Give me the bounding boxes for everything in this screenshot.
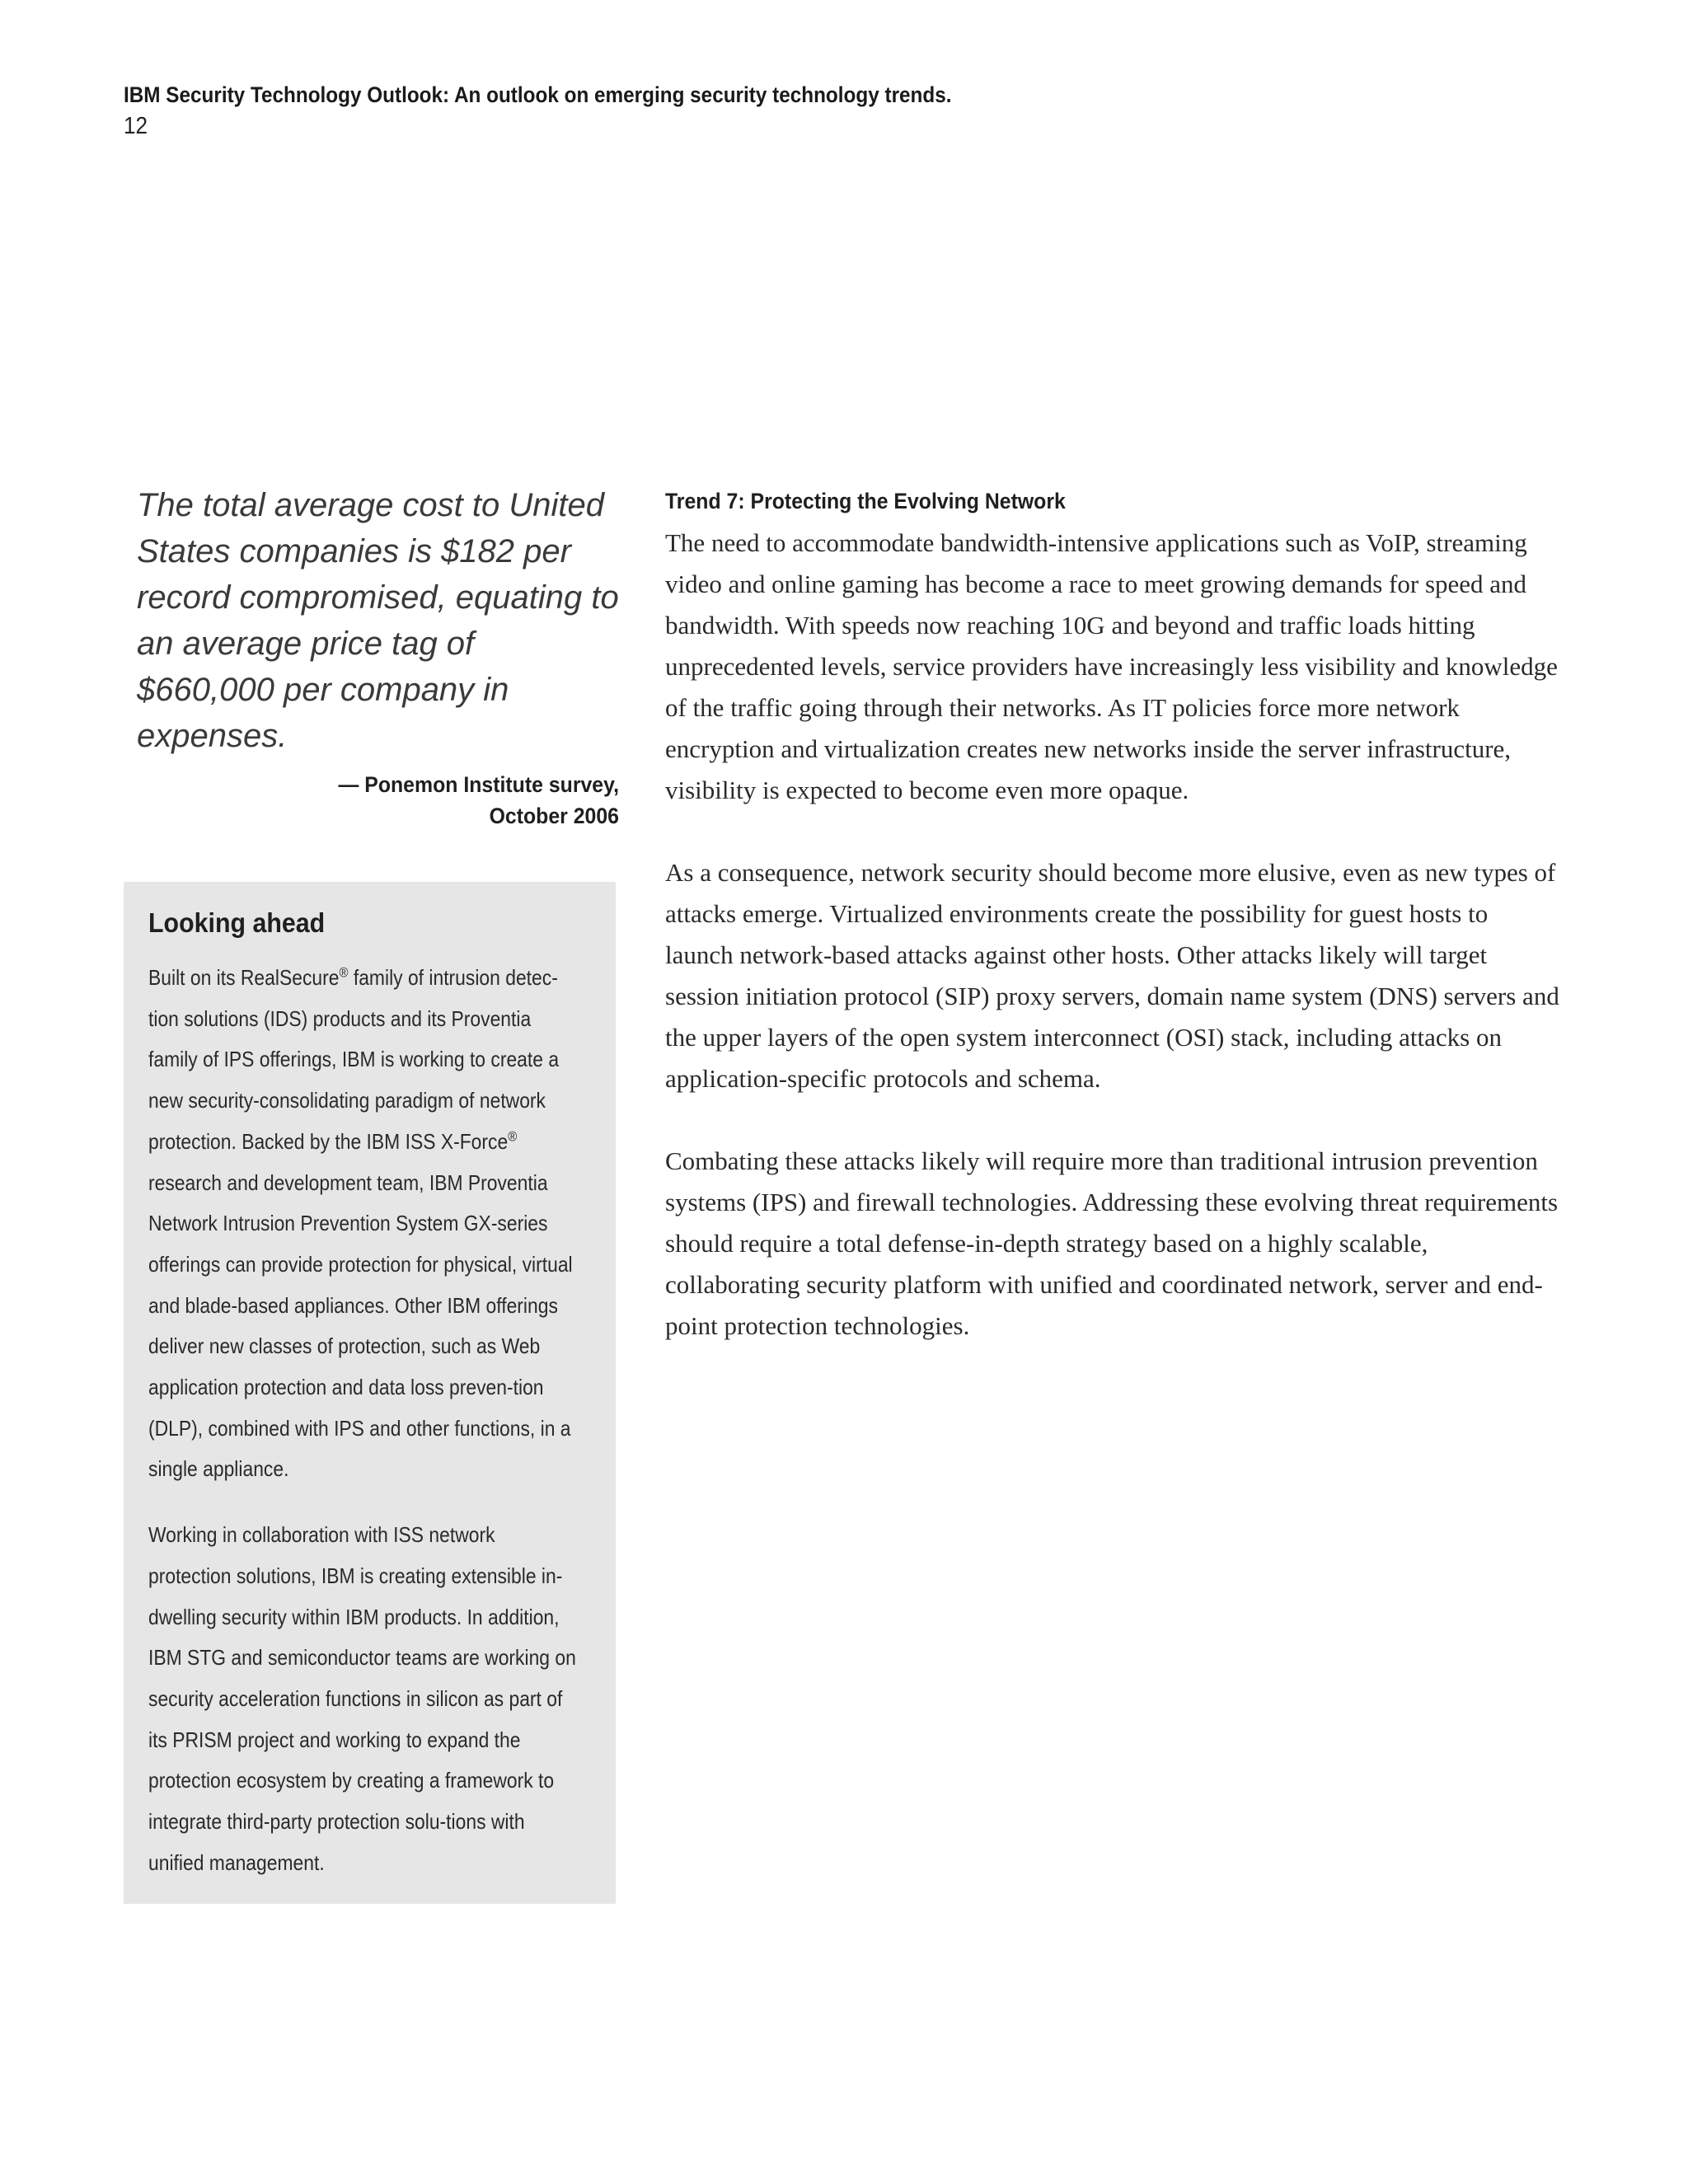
article-paragraph-3: Combating these attacks likely will require more than traditional intrusion prevention systems (IPS) and firewall technologies. Addressing these evolving threat requirements should require a total defense-in-depth strategy based on a highly scalable, collaborating security platform with unified and coordinated network, server and end-point protection technologies. xyxy=(665,1146,1559,1340)
looking-ahead-sidebar xyxy=(124,882,616,1904)
article-heading: Trend 7: Protecting the Evolving Network xyxy=(665,489,1066,513)
pull-quote-source-line-2: October 2006 xyxy=(489,804,619,828)
sidebar-paragraph-1-part-c: research and development team, IBM Proventia Network Intrusion Prevention System GX-series offerings can provide protection for physical, virtual and blade-based appliances. Other IBM offerings deliver new classes of protection, such as Web application protection and data loss preven-tion (DLP), combined with IPS and other functions, in a single appliance. xyxy=(148,1169,573,1482)
sidebar-heading: Looking ahead xyxy=(148,907,326,938)
article-paragraph-1: The need to accommodate bandwidth-intensive applications such as VoIP, streaming video and online gaming has become a race to meet growing demands for speed and bandwidth. With speeds now reaching 10G and beyond and traffic loads hitting unprecedented levels, service providers have increasingly less visibility and knowledge of the traffic going through their networks. As IT policies force more network encryption and virtualization creates new networks inside the server infrastructure, visibility is expected to become even more opaque. xyxy=(665,528,1558,804)
pull-quote-source xyxy=(176,769,619,832)
sidebar-paragraph-1-part-b: family of intrusion detec-tion solutions (IDS) products and its Proventia family of IPS offerings, IBM is working to create a new security-consolidating paradigm of network protection. Backed by the IBM ISS X-Force xyxy=(148,965,560,1154)
registered-mark: ® xyxy=(339,964,349,981)
sidebar-paragraph-1-part-a: Built on its RealSecure xyxy=(148,965,340,990)
page-number: 12 xyxy=(124,113,148,139)
registered-mark: ® xyxy=(508,1128,518,1145)
pull-quote-source-line-1: — Ponemon Institute survey, xyxy=(338,772,619,797)
pull-quote-text: The total average cost to United States companies is $182 per record compromised, equating to an average price tag of $660,000 per company in expenses. xyxy=(137,487,619,754)
article-paragraph-2: As a consequence, network security should become more elusive, even as new types of attacks emerge. Virtualized environments create the possibility for guest hosts to launch network-based attacks against other hosts. Other attacks likely will target session initiation protocol (SIP) proxy servers, domain name system (DNS) servers and the upper layers of the open system interconnect (OSI) stack, including attacks on application-specific protocols and schema. xyxy=(665,858,1559,1093)
page-header xyxy=(124,81,1442,140)
sidebar-paragraph-1 xyxy=(148,958,576,1490)
sidebar-paragraph-2: Working in collaboration with ISS network protection solutions, IBM is creating extensible in-dwelling security within IBM products. In addition, IBM STG and semiconductor teams are working on security acceleration functions in silicon as part of its PRISM project and working to expand the protection ecosystem by creating a framework to integrate third-party protection solu-tions with unified management. xyxy=(148,1522,576,1875)
document-title: IBM Security Technology Outlook: An outlook on emerging security technology trends. xyxy=(124,82,952,107)
trend-7-article xyxy=(665,486,1559,1388)
pull-quote xyxy=(137,482,619,832)
